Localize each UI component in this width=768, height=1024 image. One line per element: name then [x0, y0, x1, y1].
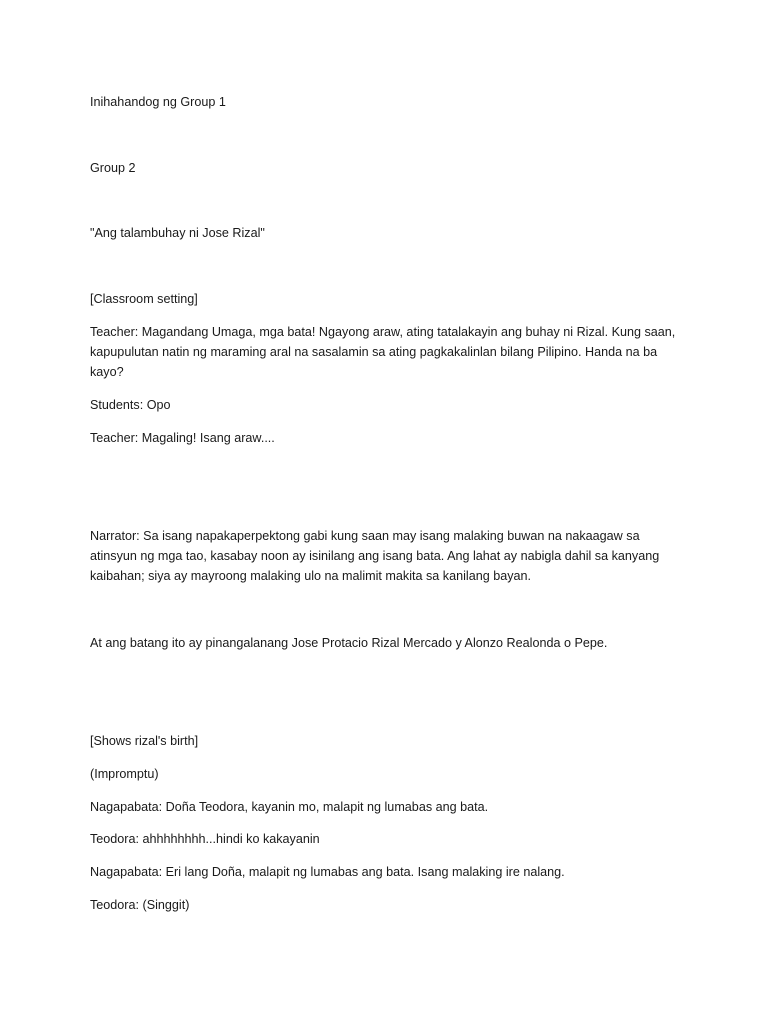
- dialogue-teacher-intro: Teacher: Magandang Umaga, mga bata! Ngayong araw, ating tatalakayin ang buhay ni Rizal. Kung saan, kapupulutan natin ng maraming aral na sasalamin sa ating pagkakalinlan bilang Pilipino. Handa na ba kayo?: [90, 325, 676, 379]
- dialogue-teacher-magaling: Teacher: Magaling! Isang araw....: [90, 431, 275, 445]
- dialogue-teodora-1: Teodora: ahhhhhhhh...hindi ko kakayanin: [90, 832, 320, 846]
- dialogue-teodora-2: Teodora: (Singgit): [90, 898, 190, 912]
- play-title: "Ang talambuhay ni Jose Rizal": [90, 226, 265, 240]
- naming-paragraph: At ang batang ito ay pinangalanang Jose Protacio Rizal Mercado y Alonzo Realonda o Pepe.: [90, 636, 608, 650]
- stage-direction-birth: [Shows rizal's birth]: [90, 734, 199, 748]
- stage-direction-impromptu: (Impromptu): [90, 767, 159, 781]
- dialogue-nagapabata-2: Nagapabata: Eri lang Doña, malapit ng lumabas ang bata. Isang malaking ire nalang.: [90, 865, 565, 879]
- dialogue-nagapabata-1: Nagapabata: Doña Teodora, kayanin mo, malapit ng lumabas ang bata.: [90, 800, 489, 814]
- group-line: Group 2: [90, 161, 136, 175]
- presenter-line: Inihahandog ng Group 1: [90, 95, 226, 109]
- narrator-paragraph: Narrator: Sa isang napakaperpektong gabi kung saan may isang malaking buwan na nakaagaw sa atinsyun ng mga tao, kasabay noon ay isinilang ang isang bata. Ang lahat ay nabigla dahil sa kanyang kaibahan; siya ay mayroong malaking ulo na malimit makita sa kanilang bayan.: [90, 529, 660, 583]
- dialogue-students: Students: Opo: [90, 398, 171, 412]
- stage-direction-classroom: [Classroom setting]: [90, 292, 198, 306]
